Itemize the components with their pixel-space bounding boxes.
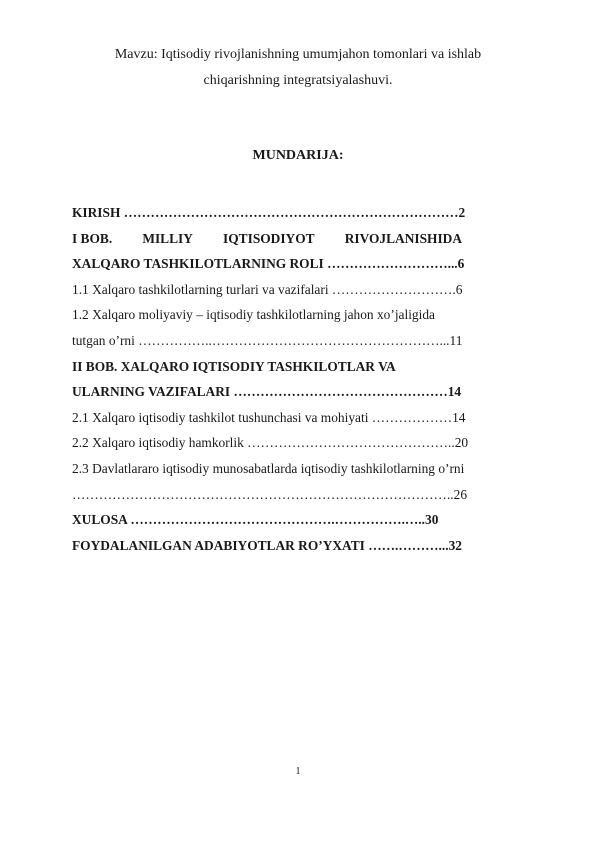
table-of-contents <box>72 200 562 558</box>
toc-entry-section-1-1: 1.1 Xalqaro tashkilotlarning turlari va vazifalari ……………………….6 <box>72 281 463 297</box>
toc-entry-chapter-2-line-2: ULARNING VAZIFALARI …………………………………………14 <box>72 384 462 400</box>
topic-line-1: Mavzu: Iqtisodiy rivojlanishning umumjahon tomonlari va ishlab <box>114 47 482 62</box>
topic-title <box>80 42 516 94</box>
toc-entry-chapter-2-line-1: II BOB. XALQARO IQTISODIY TASHKILOTLAR VA <box>72 358 396 374</box>
toc-entry-section-1-2-line-1: 1.2 Xalqaro moliyaviy – iqtisodiy tashkilotlarning jahon xo’jaligida <box>72 307 435 323</box>
toc-heading: MUNDARIJA: <box>252 148 344 163</box>
chapter-1-word: I BOB. <box>72 230 113 246</box>
toc-entry-chapter-1-line-1 <box>72 226 462 252</box>
topic-line-2: chiqarishning integratsiyalashuvi. <box>203 73 393 88</box>
toc-entry-section-1-2-line-2: tutgan o’rni ……………..……………………………………………...11 <box>72 332 463 348</box>
page-number: 1 <box>295 766 301 777</box>
chapter-1-word: IQTISODIYOT <box>223 230 315 246</box>
toc-entry-bibliography: FOYDALANILGAN ADABIYOTLAR RO’YXATI …….………...32 <box>72 537 462 553</box>
toc-entry-section-2-3-line-2: …………………………………………………………………………..26 <box>72 486 468 502</box>
chapter-1-word: RIVOJLANISHIDA <box>344 230 462 246</box>
toc-entry-section-2-1: 2.1 Xalqaro iqtisodiy tashkilot tushunchasi va mohiyati ………………14 <box>72 409 466 425</box>
toc-entry-section-2-2: 2.2 Xalqaro iqtisodiy hamkorlik ………………………………………..20 <box>72 435 469 451</box>
chapter-1-word: MILLIY <box>142 230 193 246</box>
toc-entry-kirish: KIRISH …………………………………………………………………2 <box>72 205 466 220</box>
toc-entry-section-2-3-line-1: 2.3 Davlatlararo iqtisodiy munosabatlarda iqtisodiy tashkilotlarning o’rni <box>72 460 465 476</box>
toc-entry-chapter-1-line-2: XALQARO TASHKILOTLARNING ROLI ………………………...6 <box>72 256 465 272</box>
toc-entry-xulosa: XULOSA ……………………………………….…………….…..30 <box>72 512 439 528</box>
